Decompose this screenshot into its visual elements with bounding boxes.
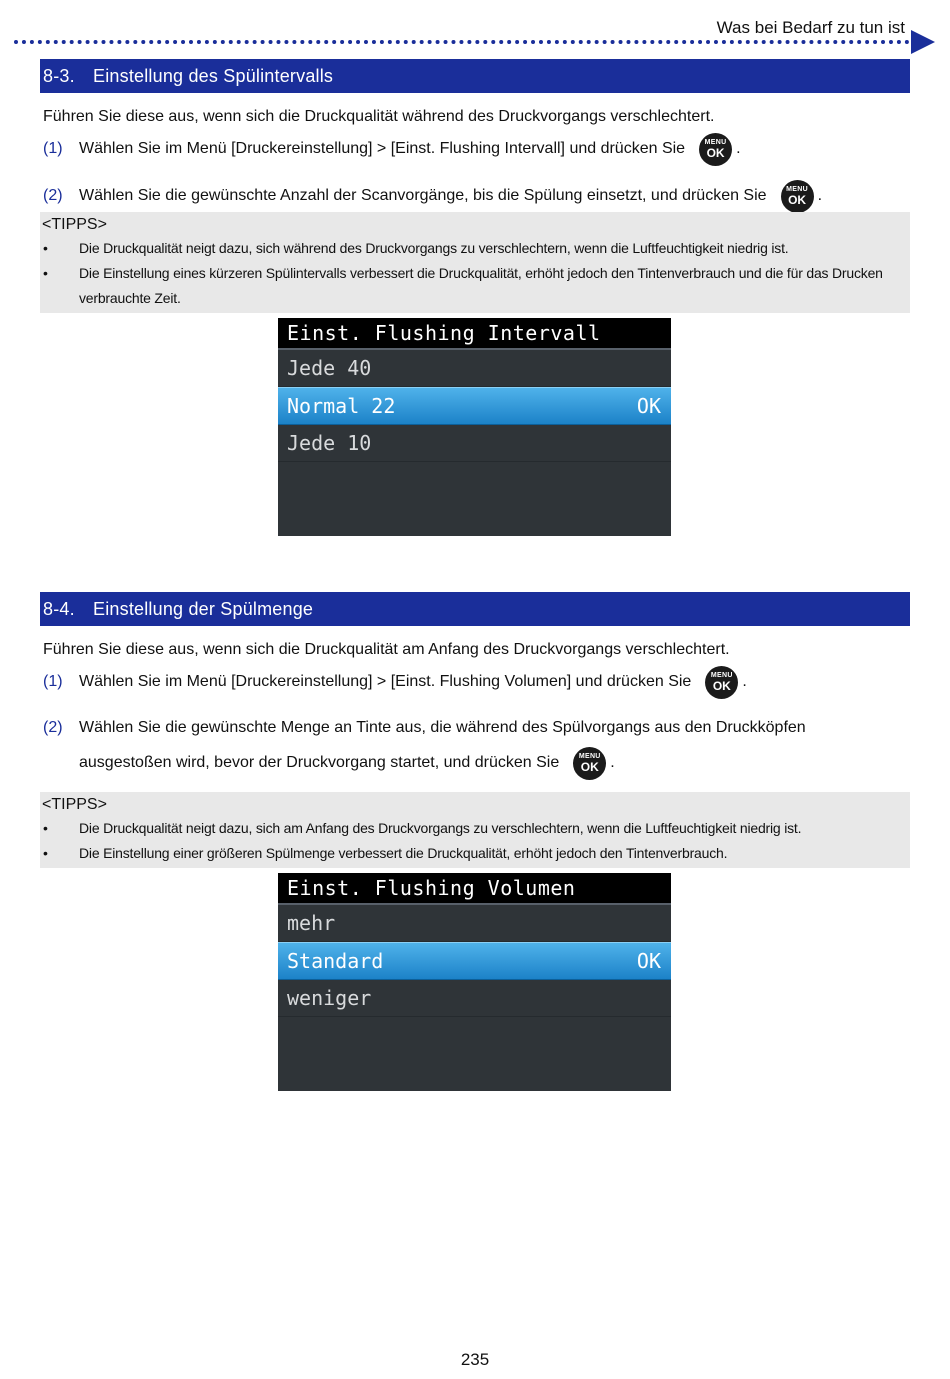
tips-box (40, 792, 910, 868)
section-heading-8-4 (40, 592, 910, 626)
lcd-item-label: Jede 40 (287, 356, 372, 380)
lcd-title: Einst. Flushing Volumen (278, 873, 671, 903)
step-text: Wählen Sie die gewünschte Anzahl der Scanvorgänge, bis die Spülung einsetzt, und drücken Sie (79, 187, 767, 204)
tips-box (40, 212, 910, 313)
lcd-menu-item[interactable] (278, 905, 671, 942)
running-header: Was bei Bedarf zu tun ist (716, 18, 905, 37)
step-number: (1) (43, 140, 63, 157)
tip-item: • Die Einstellung einer größeren Spülmenge verbessert die Druckqualität, erhöht jedoch den Tintenverbrauch. (42, 841, 910, 866)
menu-ok-icon: MENU OK (705, 666, 738, 699)
page-number: 235 (460, 1350, 490, 1369)
lcd-menu-item-selected[interactable] (278, 387, 671, 425)
step-number: (2) (43, 719, 63, 736)
header-dotted-rule (14, 40, 910, 44)
step-1 (43, 131, 741, 167)
tips-label: <TIPPS> (42, 216, 107, 233)
lcd-screen-flushing-volume (278, 873, 671, 1091)
lcd-item-label: Jede 10 (287, 431, 372, 455)
lcd-menu-item[interactable] (278, 350, 671, 387)
tip-item: • Die Druckqualität neigt dazu, sich am Anfang des Druckvorgangs zu verschlechtern, wenn die Luftfeuchtigkeit niedrig ist. (42, 816, 910, 841)
step-text: Wählen Sie die gewünschte Menge an Tinte aus, die während des Spülvorgangs aus den Druckköpfen (79, 719, 806, 736)
section-number: 8-3. (43, 65, 75, 86)
step-period: . (736, 140, 741, 157)
step-period: . (610, 754, 615, 771)
section-title: Einstellung der Spülmenge (93, 598, 314, 619)
step-1 (43, 664, 747, 700)
step-2 (43, 710, 806, 746)
lcd-item-label: Normal 22 (287, 394, 396, 418)
next-arrow-icon (911, 30, 935, 54)
lcd-item-label: Standard (287, 949, 384, 973)
section-intro: Führen Sie diese aus, wenn sich die Druckqualität am Anfang des Druckvorgangs verschlechtert. (43, 641, 730, 658)
step-text: Wählen Sie im Menü [Druckereinstellung] > [Einst. Flushing Intervall] und drücken Sie (79, 140, 686, 157)
lcd-item-label: mehr (287, 911, 336, 935)
step-period: . (817, 187, 823, 204)
menu-ok-icon: MENU OK (781, 180, 814, 213)
lcd-ok-badge: OK (636, 949, 661, 973)
tip-item: • Die Druckqualität neigt dazu, sich während des Druckvorgangs zu verschlechtern, wenn die Luftfeuchtigkeit niedrig ist. (42, 236, 910, 261)
menu-ok-icon: MENU OK (573, 747, 606, 780)
step-2-continued (79, 745, 615, 781)
lcd-item-label: weniger (287, 986, 372, 1010)
step-2 (43, 178, 822, 214)
lcd-title: Einst. Flushing Intervall (278, 318, 671, 348)
lcd-menu-item-selected[interactable] (278, 942, 671, 980)
section-intro: Führen Sie diese aus, wenn sich die Druckqualität während des Druckvorgangs verschlechtert. (43, 108, 715, 125)
lcd-ok-badge: OK (636, 394, 661, 418)
tips-label: <TIPPS> (42, 796, 107, 813)
section-heading-8-3 (40, 59, 910, 93)
step-text: ausgestoßen wird, bevor der Druckvorgang startet, und drücken Sie (79, 754, 560, 771)
lcd-menu-item[interactable] (278, 425, 671, 462)
menu-ok-icon: MENU OK (699, 133, 732, 166)
lcd-screen-flushing-interval (278, 318, 671, 536)
step-number: (2) (43, 187, 63, 204)
step-period: . (742, 673, 747, 690)
step-text: Wählen Sie im Menü [Druckereinstellung] > [Einst. Flushing Volumen] und drücken Sie (79, 673, 692, 690)
section-title: Einstellung des Spülintervalls (93, 65, 334, 86)
lcd-menu-item[interactable] (278, 980, 671, 1017)
tip-item: • Die Einstellung eines kürzeren Spülintervalls verbessert die Druckqualität, erhöht jedoch den Tintenverbrauch und die für das Drucken verbrauchte Zeit. (42, 261, 910, 311)
section-number: 8-4. (43, 598, 75, 619)
step-number: (1) (43, 673, 63, 690)
